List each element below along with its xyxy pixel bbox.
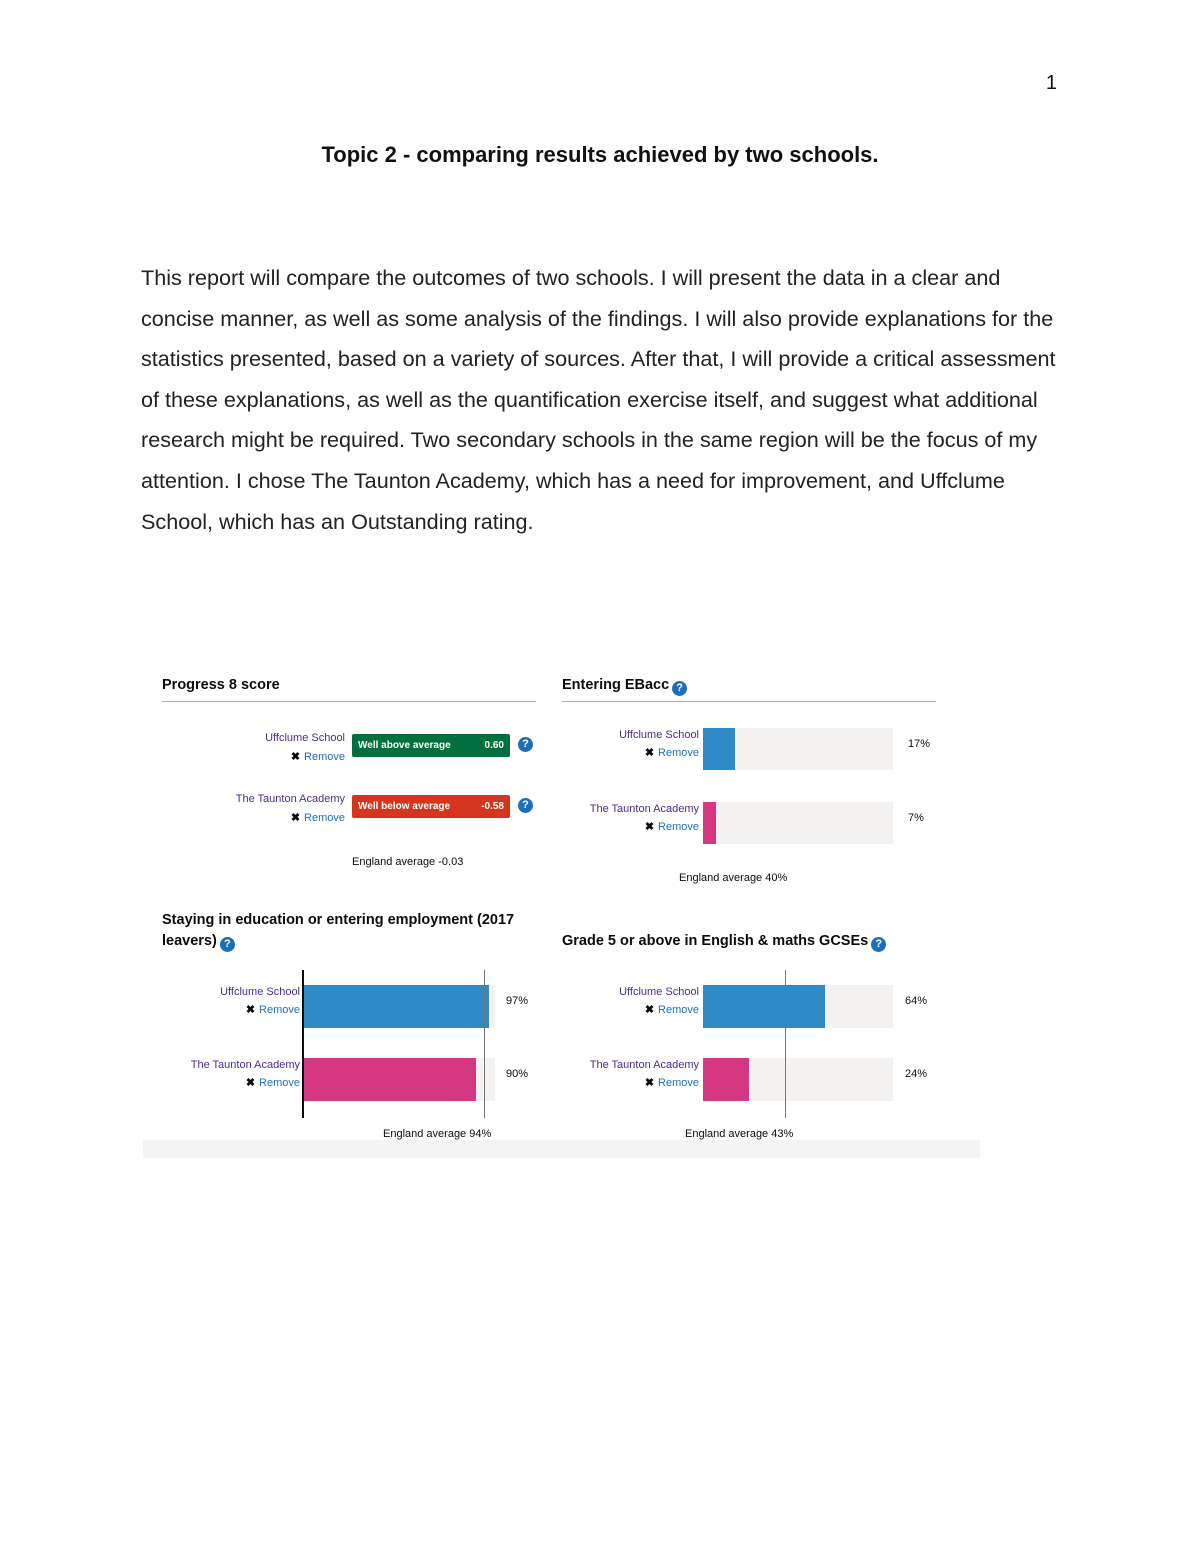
- progress8-badge-below: [352, 795, 510, 818]
- bar-uffclume: [304, 985, 489, 1028]
- grade5-panel: [543, 900, 980, 1158]
- body-paragraph: This report will compare the outcomes of two schools. I will present the data in a clear and concise manner, as well as some analysis of the findings. I will also provide explanations for the statistics presented, based on a variety of sources. After that, I will provide a critical assessment of these explanations, as well as the quantification exercise itself, and suggest what additional research might be required. Two secondary schools in the same region will be the focus of my attention. I chose The Taunton Academy, which has a need for improvement, and Uffclume School, which has an Outstanding rating.: [141, 265, 1056, 534]
- bar-value-label: 7%: [908, 812, 924, 824]
- close-icon: ✖: [245, 1004, 256, 1016]
- badge-label: Well above average: [358, 740, 451, 751]
- school-link[interactable]: Uffclume School: [619, 729, 699, 741]
- school-link[interactable]: The Taunton Academy: [589, 803, 699, 815]
- bar-uffclume: [703, 985, 825, 1028]
- badge-label: Well below average: [358, 801, 451, 812]
- ebacc-title: [562, 675, 687, 696]
- badge-value: -0.58: [481, 801, 504, 812]
- bar-taunton: [703, 802, 716, 844]
- remove-label: Remove: [658, 747, 699, 759]
- remove-link[interactable]: [291, 811, 345, 824]
- close-icon: ✖: [644, 747, 655, 759]
- remove-link[interactable]: [645, 1003, 699, 1016]
- england-average-label: England average 94%: [383, 1128, 492, 1140]
- staying-title: [162, 910, 514, 952]
- close-icon: ✖: [290, 812, 301, 824]
- close-icon: ✖: [644, 1004, 655, 1016]
- remove-label: Remove: [658, 1004, 699, 1016]
- help-icon[interactable]: ?: [220, 937, 235, 952]
- close-icon: ✖: [644, 821, 655, 833]
- staying-title-line2: leavers): [162, 933, 217, 949]
- school-link[interactable]: The Taunton Academy: [190, 1059, 300, 1071]
- help-icon[interactable]: ?: [518, 737, 533, 752]
- school-link[interactable]: The Taunton Academy: [235, 793, 345, 805]
- grade5-title-text: Grade 5 or above in English & maths GCSEs: [562, 933, 869, 949]
- remove-label: Remove: [259, 1004, 300, 1016]
- staying-panel: [143, 900, 543, 1158]
- page-number: 1: [1045, 72, 1057, 94]
- help-icon[interactable]: ?: [871, 937, 886, 952]
- divider: [162, 701, 536, 702]
- remove-label: Remove: [259, 1077, 300, 1089]
- bar-taunton: [703, 1058, 749, 1101]
- staying-title-line1: Staying in education or entering employment (2017: [162, 912, 515, 928]
- remove-label: Remove: [304, 751, 345, 763]
- bar-value-label: 97%: [506, 995, 529, 1007]
- england-average-line: [484, 970, 485, 1118]
- close-icon: ✖: [290, 751, 301, 763]
- school-link[interactable]: Uffclume School: [265, 732, 345, 744]
- england-average-label: England average 43%: [685, 1128, 794, 1140]
- ebacc-panel: [543, 660, 980, 890]
- bar-value-label: 17%: [908, 738, 931, 750]
- remove-link[interactable]: [645, 820, 699, 833]
- remove-link[interactable]: [645, 1076, 699, 1089]
- remove-label: Remove: [304, 812, 345, 824]
- remove-link[interactable]: [246, 1003, 300, 1016]
- bar-value-label: 90%: [506, 1068, 529, 1080]
- remove-link[interactable]: [291, 750, 345, 763]
- remove-label: Remove: [658, 1077, 699, 1089]
- close-icon: ✖: [245, 1077, 256, 1089]
- progress8-badge-above: [352, 734, 510, 757]
- bar-value-label: 24%: [905, 1068, 928, 1080]
- ebacc-title-text: Entering EBacc: [562, 677, 670, 693]
- school-link[interactable]: The Taunton Academy: [589, 1059, 699, 1071]
- bar-track: [703, 802, 893, 844]
- school-comparison-figure: [143, 660, 980, 1158]
- school-link[interactable]: Uffclume School: [220, 986, 300, 998]
- bar-uffclume: [703, 728, 735, 770]
- grade5-title: [562, 931, 886, 952]
- england-average-label: England average 40%: [679, 872, 788, 884]
- bar-taunton: [304, 1058, 476, 1101]
- remove-label: Remove: [658, 821, 699, 833]
- help-icon[interactable]: ?: [672, 681, 687, 696]
- remove-link[interactable]: [645, 746, 699, 759]
- badge-value: 0.60: [484, 740, 504, 751]
- remove-link[interactable]: [246, 1076, 300, 1089]
- progress8-title: Progress 8 score: [162, 677, 280, 693]
- help-icon[interactable]: ?: [518, 798, 533, 813]
- document-title: Topic 2 - comparing results achieved by two schools.: [321, 142, 879, 167]
- divider: [562, 701, 936, 702]
- england-average-line: [785, 970, 786, 1118]
- school-link[interactable]: Uffclume School: [619, 986, 699, 998]
- close-icon: ✖: [644, 1077, 655, 1089]
- bar-value-label: 64%: [905, 995, 928, 1007]
- progress8-panel: [143, 660, 543, 890]
- england-average-label: England average -0.03: [352, 856, 464, 868]
